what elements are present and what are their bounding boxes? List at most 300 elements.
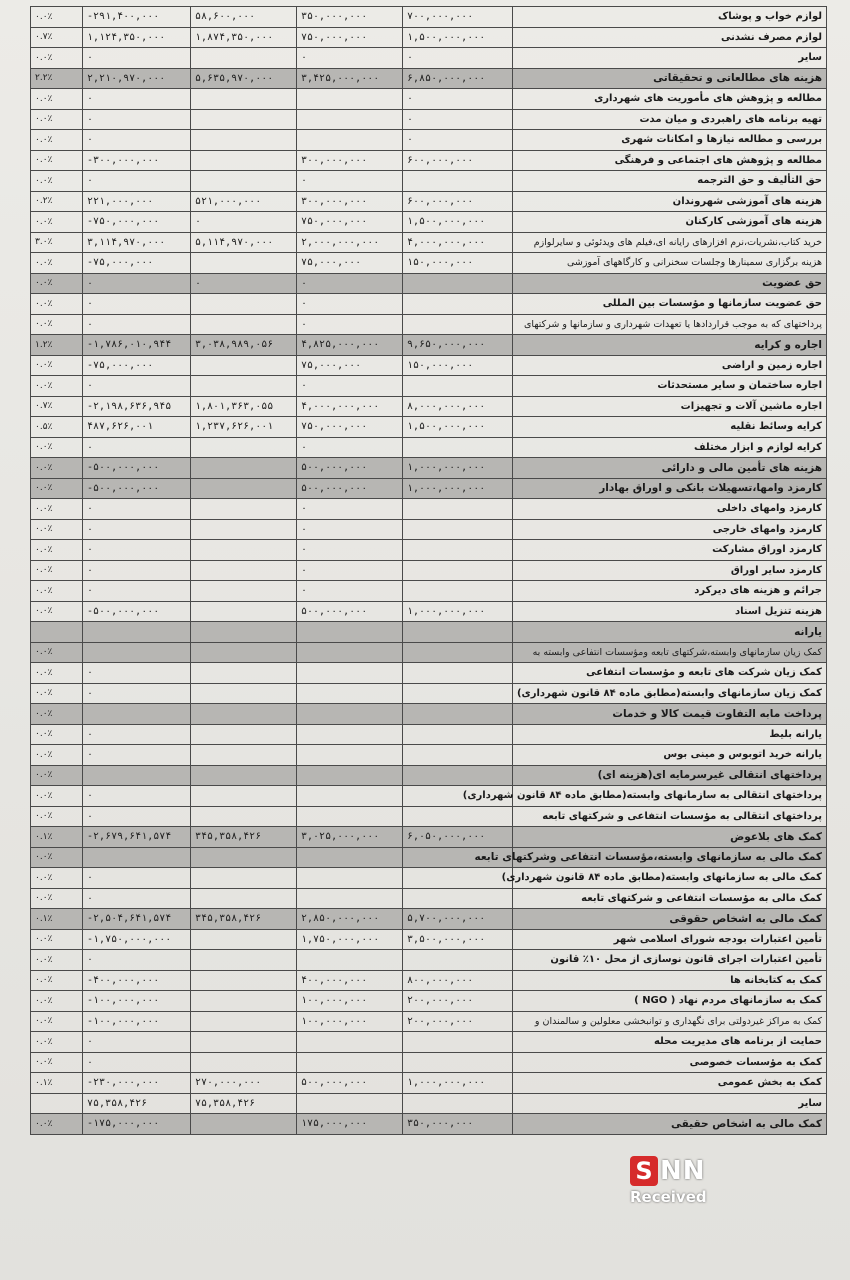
logo-nn-text: NN [660, 1156, 706, 1186]
row-value-3: ۵,۱۱۴,۹۷۰,۰۰۰ [191, 232, 297, 253]
row-value-2 [297, 724, 403, 745]
row-value-1 [403, 560, 513, 581]
row-value-3 [191, 950, 297, 971]
row-value-2 [297, 89, 403, 110]
row-description: کمک به مؤسسات خصوصی [513, 1052, 827, 1073]
row-value-2 [297, 109, 403, 130]
row-value-2: ۰ [297, 48, 403, 69]
row-value-3 [191, 171, 297, 192]
row-value-2: ۰ [297, 499, 403, 520]
row-percent: ۰.۰٪ [31, 1032, 83, 1053]
row-value-1 [403, 683, 513, 704]
row-value-1: ۰ [403, 89, 513, 110]
row-value-1 [403, 868, 513, 889]
row-description: کمک مالی به سازمانهای وابسته(مطابق ماده ۸۴ قانون شهرداری) [513, 868, 827, 889]
row-description: کرایه لوازم و ابزار مختلف [513, 437, 827, 458]
row-percent: ۰.۱٪ [31, 1073, 83, 1094]
row-value-1: ۲۰۰,۰۰۰,۰۰۰ [403, 991, 513, 1012]
row-value-4: ۰ [83, 89, 191, 110]
row-percent: ۰.۰٪ [31, 212, 83, 233]
row-value-3 [191, 622, 297, 643]
row-percent: ۰.۵٪ [31, 417, 83, 438]
row-percent: ۰.۰٪ [31, 704, 83, 725]
row-description: حق عضویت [513, 273, 827, 294]
row-description: کمک به بخش عمومی [513, 1073, 827, 1094]
row-percent: ۰.۱٪ [31, 909, 83, 930]
row-percent: ۰.۰٪ [31, 7, 83, 28]
row-value-1 [403, 622, 513, 643]
row-description: اجاره ساختمان و سایر مستحدثات [513, 376, 827, 397]
row-value-4 [83, 642, 191, 663]
row-value-2 [297, 1032, 403, 1053]
row-value-2: ۷۵۰,۰۰۰,۰۰۰ [297, 212, 403, 233]
row-description: اجاره زمین و اراضی [513, 355, 827, 376]
row-value-1 [403, 437, 513, 458]
row-value-1: ۶,۰۵۰,۰۰۰,۰۰۰ [403, 827, 513, 848]
table-row-heading [31, 68, 827, 89]
table-row-heading [31, 765, 827, 786]
row-value-1 [403, 663, 513, 684]
row-description: بررسی و مطالعه نیازها و امکانات شهری [513, 130, 827, 151]
row-value-2: ۰ [297, 540, 403, 561]
table-row-heading [31, 478, 827, 499]
row-description: کمک مالی به سازمانهای وابسته،مؤسسات انتفاعی وشرکتهای تابعه [513, 847, 827, 868]
table-row [31, 724, 827, 745]
row-value-2: ۲,۸۵۰,۰۰۰,۰۰۰ [297, 909, 403, 930]
row-value-2: ۰ [297, 519, 403, 540]
row-description: پرداختهای انتقالی به سازمانهای وابسته(مطابق ماده ۸۴ قانون شهرداری) [513, 786, 827, 807]
table-row [31, 888, 827, 909]
row-value-4: ۰ [83, 724, 191, 745]
row-value-1: ۰ [403, 109, 513, 130]
row-description: حق عضویت سازمانها و مؤسسات بین المللی [513, 294, 827, 315]
row-percent: ۰.۰٪ [31, 458, 83, 479]
table-row [31, 396, 827, 417]
row-value-4: ۷۵,۰۰۰,۰۰۰- [83, 355, 191, 376]
row-value-3 [191, 437, 297, 458]
row-value-1 [403, 581, 513, 602]
row-value-1 [403, 806, 513, 827]
row-percent: ۰.۰٪ [31, 642, 83, 663]
row-value-2 [297, 786, 403, 807]
row-value-2 [297, 868, 403, 889]
table-row [31, 355, 827, 376]
table-row-heading [31, 458, 827, 479]
table-row [31, 929, 827, 950]
row-description: کمک زیان سازمانهای وابسته(مطابق ماده ۸۴ قانون شهرداری) [513, 683, 827, 704]
table-row-heading [31, 273, 827, 294]
row-percent: ۰.۰٪ [31, 314, 83, 335]
row-value-1: ۶۰۰,۰۰۰,۰۰۰ [403, 150, 513, 171]
row-description: کمک های بلاعوض [513, 827, 827, 848]
row-value-3 [191, 150, 297, 171]
row-value-1 [403, 519, 513, 540]
row-percent: ۰.۰٪ [31, 294, 83, 315]
table-row [31, 683, 827, 704]
row-value-1 [403, 1052, 513, 1073]
row-description: اجاره و کرایه [513, 335, 827, 356]
row-value-3 [191, 458, 297, 479]
table-row [31, 581, 827, 602]
row-description: پرداختهای انتقالی به مؤسسات انتفاعی و شرکتهای تابعه [513, 806, 827, 827]
row-description: یارانه خرید اتوبوس و مینی بوس [513, 745, 827, 766]
row-percent: ۰.۰٪ [31, 929, 83, 950]
row-value-4: ۰ [83, 171, 191, 192]
row-value-2: ۰ [297, 560, 403, 581]
row-value-2: ۴,۸۲۵,۰۰۰,۰۰۰ [297, 335, 403, 356]
row-value-1: ۱۵۰,۰۰۰,۰۰۰ [403, 253, 513, 274]
row-percent: ۰.۰٪ [31, 888, 83, 909]
row-value-3 [191, 253, 297, 274]
row-description: پرداختهای انتقالی غیرسرمایه ای(هزینه ای) [513, 765, 827, 786]
row-value-2 [297, 888, 403, 909]
row-description: کمک به مراکز غیردولتی برای نگهداری و توانبخشی معلولین و سالمندان و [513, 1011, 827, 1032]
row-percent: ۰.۰٪ [31, 786, 83, 807]
row-value-3: ۲۷۰,۰۰۰,۰۰۰ [191, 1073, 297, 1094]
row-value-4: ۰ [83, 519, 191, 540]
row-value-4: ۵۰۰,۰۰۰,۰۰۰- [83, 478, 191, 499]
row-value-4: ۰ [83, 1032, 191, 1053]
table-row-heading [31, 622, 827, 643]
row-percent: ۰.۰٪ [31, 519, 83, 540]
row-value-1: ۱,۰۰۰,۰۰۰,۰۰۰ [403, 601, 513, 622]
table-row [31, 109, 827, 130]
row-value-4: ۰ [83, 376, 191, 397]
row-value-4: ۷۵,۰۰۰,۰۰۰- [83, 253, 191, 274]
row-percent: ۰.۰٪ [31, 991, 83, 1012]
row-value-2: ۴۰۰,۰۰۰,۰۰۰ [297, 970, 403, 991]
row-value-3 [191, 581, 297, 602]
row-description: کرایه وسائط نقلیه [513, 417, 827, 438]
row-value-1: ۳,۵۰۰,۰۰۰,۰۰۰ [403, 929, 513, 950]
row-value-1: ۶,۸۵۰,۰۰۰,۰۰۰ [403, 68, 513, 89]
row-percent: ۰.۰٪ [31, 437, 83, 458]
row-description: کمک مالی به اشخاص حقوقی [513, 909, 827, 930]
row-value-3: ۳,۰۳۸,۹۸۹,۰۵۶ [191, 335, 297, 356]
row-value-1 [403, 704, 513, 725]
row-percent: ۰.۰٪ [31, 130, 83, 151]
row-percent: ۰.۰٪ [31, 765, 83, 786]
row-value-3 [191, 89, 297, 110]
row-value-2: ۴,۰۰۰,۰۰۰,۰۰۰ [297, 396, 403, 417]
row-value-1: ۱۵۰,۰۰۰,۰۰۰ [403, 355, 513, 376]
row-description: هزینه تنزیل اسناد [513, 601, 827, 622]
row-value-2: ۳۰۰,۰۰۰,۰۰۰ [297, 150, 403, 171]
row-description: پرداخت مابه التفاوت قیمت کالا و خدمات [513, 704, 827, 725]
row-value-4: ۰ [83, 745, 191, 766]
row-value-2 [297, 1093, 403, 1114]
row-value-3 [191, 806, 297, 827]
table-row [31, 48, 827, 69]
row-value-2: ۰ [297, 171, 403, 192]
row-value-3 [191, 560, 297, 581]
row-description: کمک به کتابخانه ها [513, 970, 827, 991]
row-value-4: ۰ [83, 888, 191, 909]
row-percent: ۳.۰٪ [31, 232, 83, 253]
row-percent: ۰.۰٪ [31, 150, 83, 171]
row-value-2: ۵۰۰,۰۰۰,۰۰۰ [297, 601, 403, 622]
row-value-4: ۲۳۰,۰۰۰,۰۰۰- [83, 1073, 191, 1094]
row-percent: ۰.۰٪ [31, 499, 83, 520]
table-row [31, 89, 827, 110]
snn-watermark-logo [626, 1150, 722, 1210]
row-value-3 [191, 109, 297, 130]
row-value-3: ۵۲۱,۰۰۰,۰۰۰ [191, 191, 297, 212]
row-value-4: ۰ [83, 437, 191, 458]
row-description: کارمزد وامها،تسهیلات بانکی و اوراق بهادار [513, 478, 827, 499]
row-value-3 [191, 765, 297, 786]
row-percent: ۰.۰٪ [31, 48, 83, 69]
row-value-4: ۰ [83, 48, 191, 69]
row-value-2 [297, 1052, 403, 1073]
row-percent: ۰.۰٪ [31, 724, 83, 745]
row-description: سایر [513, 48, 827, 69]
row-description: یارانه [513, 622, 827, 643]
row-description: لوازم مصرف نشدنی [513, 27, 827, 48]
table-row [31, 991, 827, 1012]
table-row [31, 27, 827, 48]
row-description: کمک به سازمانهای مردم نهاد ( NGO ) [513, 991, 827, 1012]
row-percent: ۰.۰٪ [31, 540, 83, 561]
row-value-4: ۰ [83, 663, 191, 684]
row-value-3 [191, 642, 297, 663]
row-value-3 [191, 929, 297, 950]
row-value-1 [403, 540, 513, 561]
row-value-1: ۸,۰۰۰,۰۰۰,۰۰۰ [403, 396, 513, 417]
row-description: خرید کتاب،نشریات،نرم افزارهای رایانه ای،فیلم های ویدئوئی و سایرلوازم [513, 232, 827, 253]
row-description: کارمزد وامهای خارجی [513, 519, 827, 540]
row-value-3 [191, 970, 297, 991]
row-value-4: ۰ [83, 560, 191, 581]
row-value-4: ۰ [83, 806, 191, 827]
row-description: حمایت از برنامه های مدیریت محله [513, 1032, 827, 1053]
table-row [31, 376, 827, 397]
row-value-4: ۰ [83, 109, 191, 130]
row-value-4: ۱,۷۵۰,۰۰۰,۰۰۰- [83, 929, 191, 950]
row-percent: ۰.۰٪ [31, 1114, 83, 1135]
row-value-4: ۱,۷۸۶,۰۱۰,۹۴۴- [83, 335, 191, 356]
table-row [31, 601, 827, 622]
row-percent: ۰.۰٪ [31, 868, 83, 889]
row-value-4: ۰ [83, 294, 191, 315]
row-value-4: ۰ [83, 581, 191, 602]
row-value-3 [191, 376, 297, 397]
row-value-2 [297, 130, 403, 151]
row-percent: ۰.۷٪ [31, 396, 83, 417]
row-value-2: ۷۵۰,۰۰۰,۰۰۰ [297, 27, 403, 48]
row-value-3 [191, 314, 297, 335]
row-value-4: ۰ [83, 1052, 191, 1073]
row-value-3: ۳۴۵,۳۵۸,۴۲۶ [191, 909, 297, 930]
row-value-3 [191, 991, 297, 1012]
row-value-3: ۱,۸۰۱,۳۶۳,۰۵۵ [191, 396, 297, 417]
row-description: حق التألیف و حق الترجمه [513, 171, 827, 192]
row-percent: ۰.۰٪ [31, 109, 83, 130]
row-description: یارانه بلیط [513, 724, 827, 745]
row-percent: ۱.۲٪ [31, 335, 83, 356]
table-row [31, 519, 827, 540]
budget-table [30, 6, 827, 1135]
row-percent: ۰.۰٪ [31, 376, 83, 397]
row-value-1 [403, 376, 513, 397]
table-row [31, 253, 827, 274]
row-value-3: ۰ [191, 273, 297, 294]
row-value-1: ۷۰۰,۰۰۰,۰۰۰ [403, 7, 513, 28]
row-description: هزینه های تأمین مالی و دارائی [513, 458, 827, 479]
row-percent: ۰.۰٪ [31, 253, 83, 274]
row-value-2: ۳۵۰,۰۰۰,۰۰۰ [297, 7, 403, 28]
row-value-1: ۱,۰۰۰,۰۰۰,۰۰۰ [403, 478, 513, 499]
row-value-2: ۳,۴۲۵,۰۰۰,۰۰۰ [297, 68, 403, 89]
table-row [31, 868, 827, 889]
table-row [31, 663, 827, 684]
row-value-3: ۱,۲۳۷,۶۲۶,۰۰۱ [191, 417, 297, 438]
row-percent: ۰.۷٪ [31, 27, 83, 48]
row-value-4: ۰ [83, 786, 191, 807]
row-value-4: ۳,۱۱۴,۹۷۰,۰۰۰ [83, 232, 191, 253]
row-description: کارمزد اوراق مشارکت [513, 540, 827, 561]
row-value-3 [191, 540, 297, 561]
row-value-1: ۱,۵۰۰,۰۰۰,۰۰۰ [403, 27, 513, 48]
table-row [31, 970, 827, 991]
row-value-1: ۳۵۰,۰۰۰,۰۰۰ [403, 1114, 513, 1135]
row-value-3 [191, 601, 297, 622]
table-row [31, 171, 827, 192]
row-value-2: ۷۵,۰۰۰,۰۰۰ [297, 355, 403, 376]
table-row [31, 786, 827, 807]
row-value-4: ۵۰۰,۰۰۰,۰۰۰- [83, 458, 191, 479]
table-row-heading [31, 1114, 827, 1135]
row-description: هزینه های مطالعاتی و تحقیقاتی [513, 68, 827, 89]
row-description: کارمزد سایر اوراق [513, 560, 827, 581]
row-value-2 [297, 704, 403, 725]
row-value-4: ۰ [83, 868, 191, 889]
table-row-heading [31, 642, 827, 663]
row-value-2: ۰ [297, 437, 403, 458]
row-value-2: ۵۰۰,۰۰۰,۰۰۰ [297, 458, 403, 479]
row-value-3: ۵,۶۳۵,۹۷۰,۰۰۰ [191, 68, 297, 89]
logo-s-badge: S [630, 1156, 658, 1186]
table-row [31, 1032, 827, 1053]
row-value-4: ۴۸۷,۶۲۶,۰۰۱ [83, 417, 191, 438]
budget-table-body [31, 7, 827, 1135]
row-value-4: ۰ [83, 683, 191, 704]
row-value-3 [191, 745, 297, 766]
row-value-3 [191, 868, 297, 889]
row-percent: ۰.۰٪ [31, 601, 83, 622]
row-value-1 [403, 1093, 513, 1114]
row-value-1: ۰ [403, 130, 513, 151]
row-value-2: ۱۰۰,۰۰۰,۰۰۰ [297, 991, 403, 1012]
row-percent: ۰.۰٪ [31, 683, 83, 704]
row-value-4: ۰ [83, 499, 191, 520]
row-value-2: ۰ [297, 581, 403, 602]
row-value-3 [191, 130, 297, 151]
row-value-4: ۷۵۰,۰۰۰,۰۰۰- [83, 212, 191, 233]
row-description: هزینه های آموزشی کارکنان [513, 212, 827, 233]
row-value-1 [403, 499, 513, 520]
row-percent: ۰.۰٪ [31, 663, 83, 684]
row-percent: ۰.۱٪ [31, 827, 83, 848]
row-value-3 [191, 1032, 297, 1053]
table-row [31, 294, 827, 315]
row-value-1: ۱,۵۰۰,۰۰۰,۰۰۰ [403, 417, 513, 438]
row-value-4: ۰ [83, 314, 191, 335]
row-value-3 [191, 499, 297, 520]
row-value-1: ۰ [403, 48, 513, 69]
row-percent: ۰.۰٪ [31, 1011, 83, 1032]
row-description: تهیه برنامه های راهبردی و میان مدت [513, 109, 827, 130]
row-value-1: ۵,۷۰۰,۰۰۰,۰۰۰ [403, 909, 513, 930]
table-row [31, 560, 827, 581]
row-value-3 [191, 663, 297, 684]
row-percent: ۲.۲٪ [31, 68, 83, 89]
row-description: کمک مالی به اشخاص حقیقی [513, 1114, 827, 1135]
row-percent: ۰.۰٪ [31, 1052, 83, 1073]
row-value-3 [191, 724, 297, 745]
row-value-2 [297, 765, 403, 786]
table-row [31, 150, 827, 171]
row-value-2 [297, 847, 403, 868]
row-value-4: ۲,۶۷۹,۶۴۱,۵۷۴- [83, 827, 191, 848]
table-row [31, 417, 827, 438]
row-value-4: ۲,۱۹۸,۶۳۶,۹۴۵- [83, 396, 191, 417]
row-value-1 [403, 724, 513, 745]
row-value-1 [403, 888, 513, 909]
row-value-2: ۳۰۰,۰۰۰,۰۰۰ [297, 191, 403, 212]
table-row [31, 1011, 827, 1032]
table-row-heading [31, 335, 827, 356]
table-row [31, 191, 827, 212]
row-percent: ۰.۰٪ [31, 745, 83, 766]
row-value-2: ۵۰۰,۰۰۰,۰۰۰ [297, 1073, 403, 1094]
row-value-2: ۳,۰۲۵,۰۰۰,۰۰۰ [297, 827, 403, 848]
row-value-1 [403, 745, 513, 766]
row-value-3 [191, 847, 297, 868]
row-value-2 [297, 806, 403, 827]
row-value-3 [191, 1114, 297, 1135]
row-value-3 [191, 683, 297, 704]
row-description: هزینه برگزاری سمینارها وجلسات سخنرانی و کارگاههای آموزشی [513, 253, 827, 274]
row-value-1 [403, 765, 513, 786]
row-percent: ۰.۰٪ [31, 273, 83, 294]
row-value-1: ۶۰۰,۰۰۰,۰۰۰ [403, 191, 513, 212]
row-description: تأمین اعتبارات اجرای قانون نوسازی از محل ۱۰٪ قانون [513, 950, 827, 971]
table-row-heading [31, 909, 827, 930]
row-value-4: ۰ [83, 950, 191, 971]
row-value-3 [191, 1052, 297, 1073]
table-row-heading [31, 827, 827, 848]
row-description: کارمزد وامهای داخلی [513, 499, 827, 520]
row-value-1 [403, 950, 513, 971]
row-value-3 [191, 478, 297, 499]
table-row [31, 314, 827, 335]
row-value-4 [83, 622, 191, 643]
row-description: مطالعه و پژوهش های اجتماعی و فرهنگی [513, 150, 827, 171]
row-value-4 [83, 847, 191, 868]
row-value-3: ۱,۸۷۴,۳۵۰,۰۰۰ [191, 27, 297, 48]
row-percent [31, 1093, 83, 1114]
row-value-4: ۲,۲۱۰,۹۷۰,۰۰۰ [83, 68, 191, 89]
row-value-4: ۴۰۰,۰۰۰,۰۰۰- [83, 970, 191, 991]
row-description: سایر [513, 1093, 827, 1114]
row-percent: ۰.۰٪ [31, 89, 83, 110]
row-description: جرائم و هزینه های دیرکرد [513, 581, 827, 602]
row-value-2 [297, 683, 403, 704]
row-value-3: ۰ [191, 212, 297, 233]
row-percent: ۰.۰٪ [31, 950, 83, 971]
row-value-1: ۹,۶۵۰,۰۰۰,۰۰۰ [403, 335, 513, 356]
